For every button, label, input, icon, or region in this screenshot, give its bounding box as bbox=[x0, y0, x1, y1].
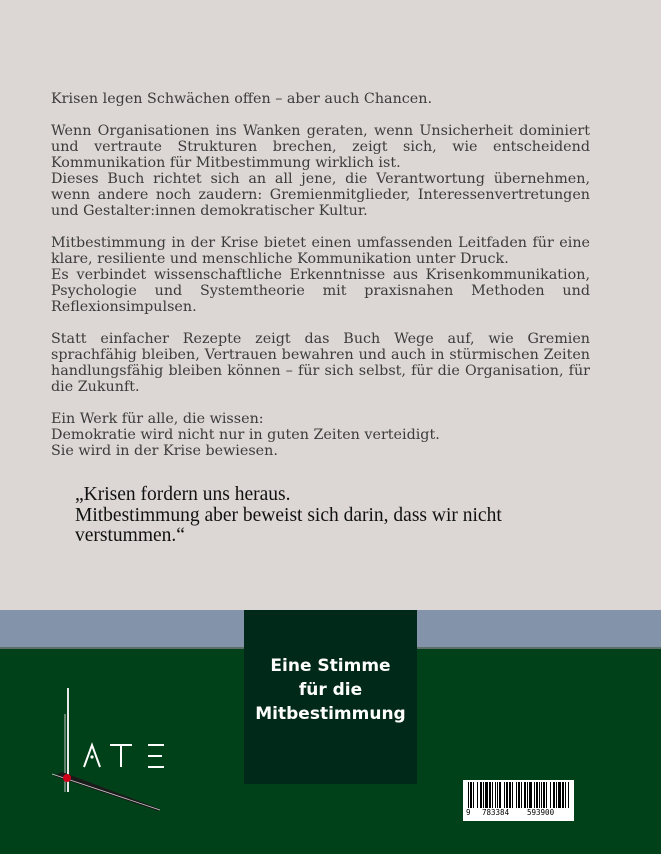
clock-hands-logo-icon bbox=[48, 684, 170, 814]
closing-line-2: Demokratie wird nicht nur in guten Zeiten verteidigt. bbox=[51, 427, 440, 443]
barcode-digits bbox=[463, 808, 574, 819]
paragraph-3-text: Statt einfacher Rezepte zeigt das Buch Wege auf, wie Gremien sprachfähig bleiben, Vertrauen bewahren und auch in stürmischen Zeiten handlungsfähig bleiben können – für sich selbst, für die Organisation, für die Zukunft. bbox=[51, 331, 590, 395]
paragraph-3 bbox=[51, 331, 590, 395]
paragraph-2b: Es verbindet wissenschaftliche Erkenntnisse aus Krisenkommunikation, Psychologie und Systemtheorie mit praxisnahen Methoden und Reflexionsimpulsen. bbox=[51, 267, 590, 315]
barcode-digits-group-2: 593900 bbox=[527, 808, 555, 817]
closing-line-1: Ein Werk für alle, die wissen: bbox=[51, 411, 264, 427]
publisher-logo bbox=[48, 684, 170, 814]
paragraph-1b: Dieses Buch richtet sich an all jene, die Verantwortung übernehmen, wenn andere noch zaudern: Gremienmitglieder, Interessenvertretungen und Gestalter:innen demokratischer Kultur. bbox=[51, 171, 590, 219]
closing-statement bbox=[51, 411, 590, 459]
series-title-box bbox=[244, 610, 417, 784]
quote-line-1: „Krisen fordern uns heraus. bbox=[75, 484, 291, 505]
paragraph-1 bbox=[51, 123, 590, 219]
series-title-line-3: Mitbestimmung bbox=[255, 704, 406, 724]
series-title-line-2: für die bbox=[298, 680, 363, 700]
paragraph-2 bbox=[51, 235, 590, 315]
isbn-barcode bbox=[463, 780, 574, 821]
intro-text bbox=[51, 91, 590, 107]
quote-line-2: Mitbestimmung aber beweist sich darin, dass wir nicht verstummen.“ bbox=[75, 504, 502, 546]
pull-quote bbox=[75, 485, 595, 547]
barcode-digits-group-1: 783384 bbox=[482, 808, 510, 817]
barcode-lead-digit: 9 bbox=[466, 808, 471, 817]
closing-line-3: Sie wird in der Krise bewiesen. bbox=[51, 443, 278, 459]
paragraph-1a: Wenn Organisationen ins Wanken geraten, wenn Unsicherheit dominiert und vertraute Strukturen brechen, zeigt sich, wie entscheidend Kommunikation für Mitbestimmung wirklich ist. bbox=[51, 123, 590, 171]
barcode-bars-icon bbox=[468, 782, 569, 808]
series-title-line-1: Eine Stimme bbox=[270, 656, 391, 676]
intro-line: Krisen legen Schwächen offen – aber auch Chancen. bbox=[51, 91, 433, 107]
paragraph-2a: Mitbestimmung in der Krise bietet einen umfassenden Leitfaden für eine klare, resiliente und menschliche Kommunikation unter Druck. bbox=[51, 235, 590, 267]
series-title bbox=[244, 654, 417, 726]
